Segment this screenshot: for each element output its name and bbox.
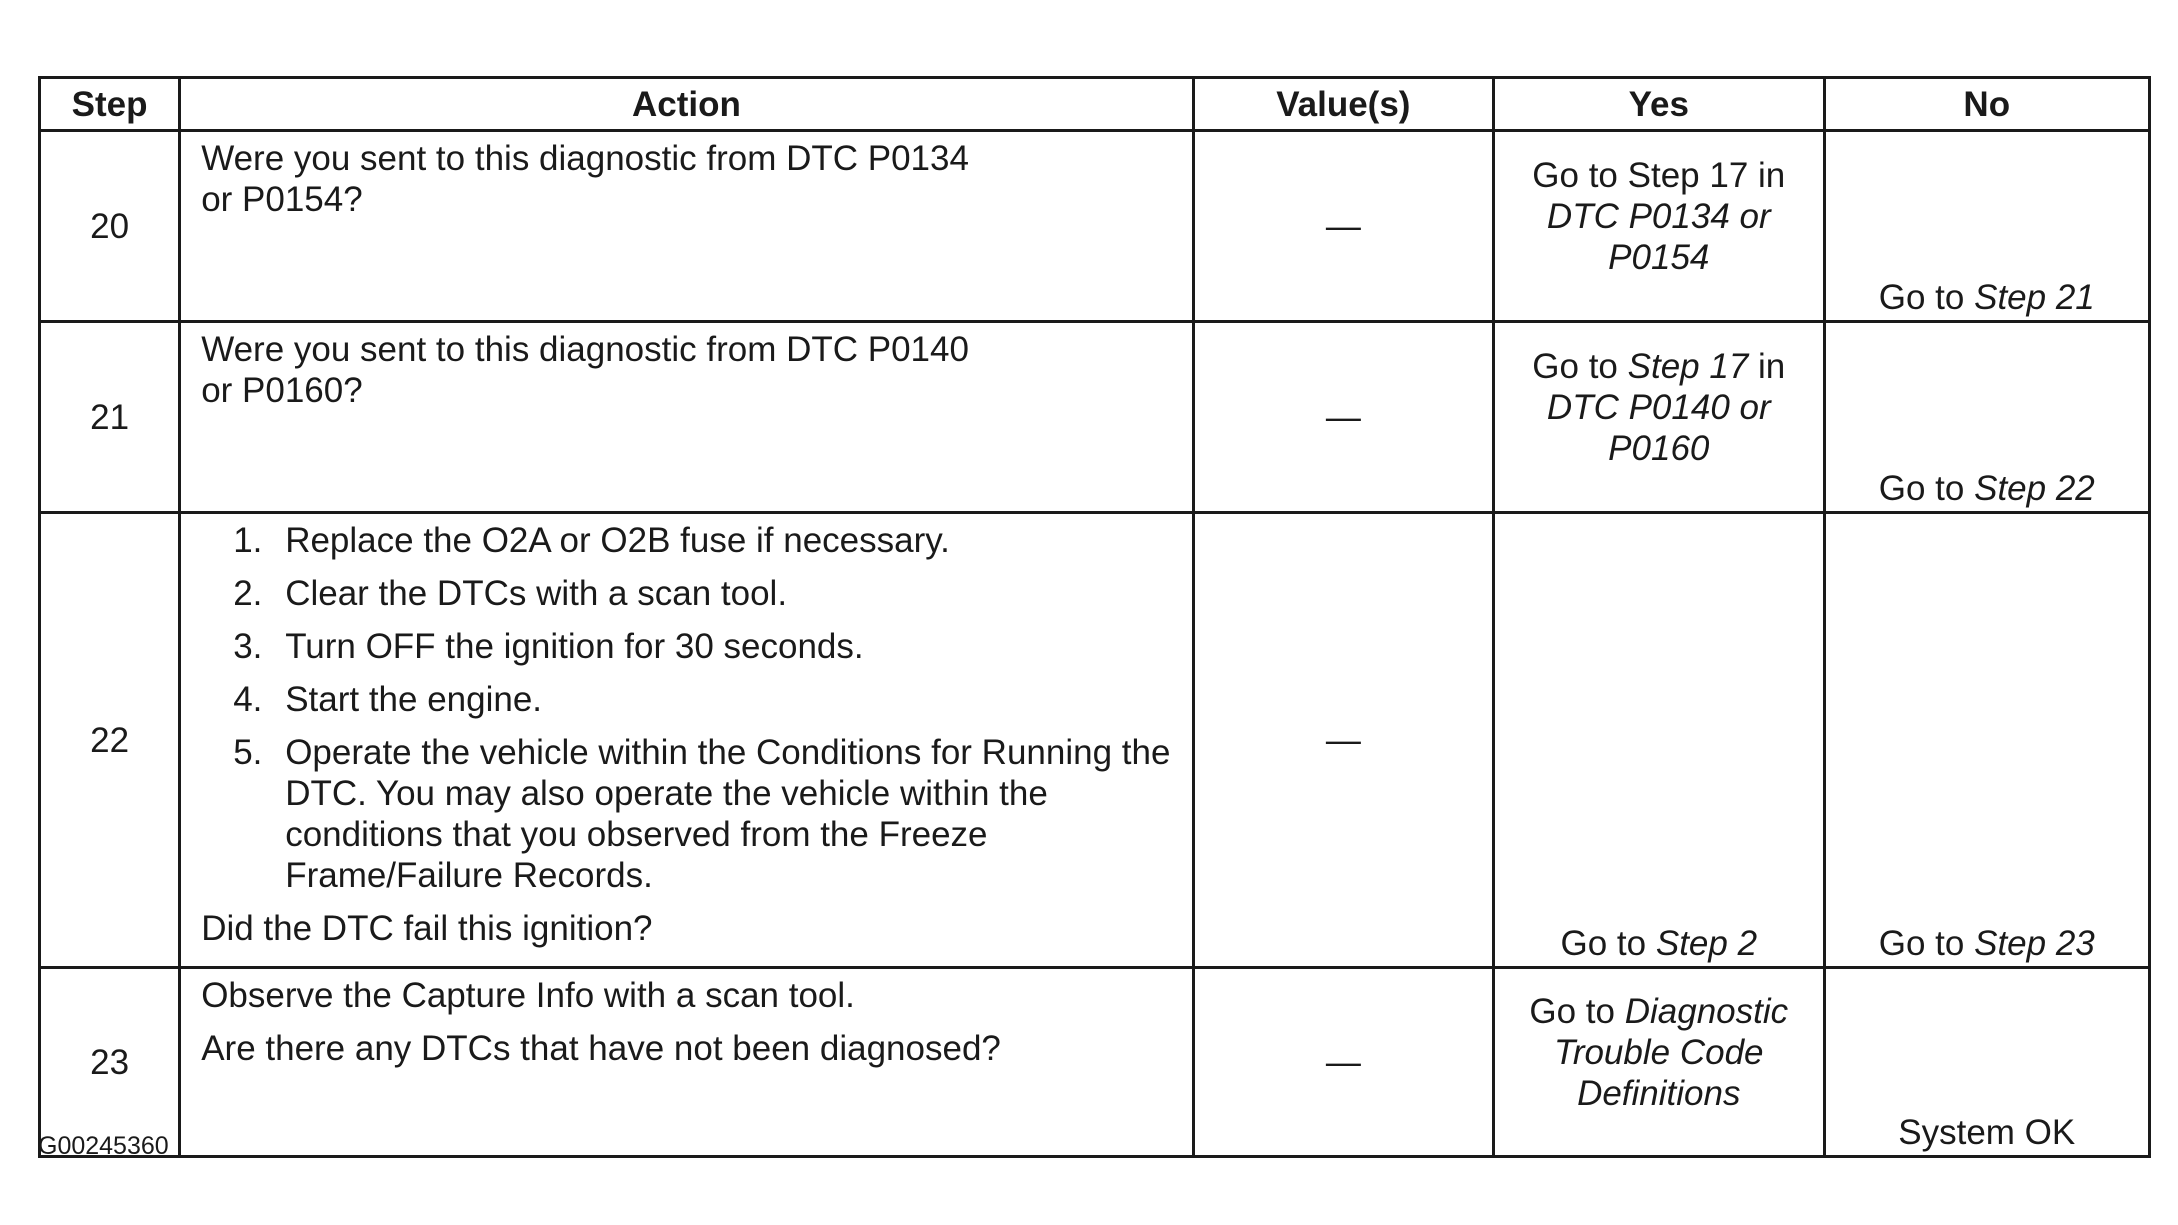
no-cell <box>1824 513 2149 968</box>
step-number: 23 <box>40 968 180 1157</box>
step-number: 20 <box>40 131 180 322</box>
no-target: Step 23 <box>1974 924 2095 963</box>
yes-target: DTC P0134 or P0154 <box>1546 196 1771 277</box>
item-text: Operate the vehicle within the Conditions for Running the DTC. You may also operate the vehicle within the conditions that you observed from the Freeze Frame/Failure Records. <box>285 733 1171 895</box>
action-text <box>201 138 1171 220</box>
yes-step: Step 17 <box>1627 346 1749 386</box>
table-row <box>40 131 2150 322</box>
action-cell <box>180 513 1193 968</box>
diagnostic-table <box>38 76 2151 1158</box>
procedure-item <box>201 626 1171 667</box>
no-target: Step 21 <box>1974 278 2095 317</box>
item-text: Clear the DTCs with a scan tool. <box>285 574 788 613</box>
step-number: 22 <box>40 513 180 968</box>
value-cell: — <box>1193 968 1493 1157</box>
procedure-item <box>201 732 1171 896</box>
procedure-item <box>201 520 1171 561</box>
yes-prefix: Go to <box>1532 346 1618 386</box>
header-values: Value(s) <box>1193 78 1493 131</box>
no-cell <box>1824 131 2149 322</box>
yes-prefix: Go to <box>1560 924 1647 963</box>
value-cell: — <box>1193 131 1493 322</box>
no-text: System OK <box>1898 1113 2076 1152</box>
action-line: Were you sent to this diagnostic from DTC P0140 <box>201 330 969 369</box>
no-prefix: Go to <box>1878 278 1965 317</box>
header-no: No <box>1824 78 2149 131</box>
item-number: 2. <box>233 574 263 613</box>
no-target: Step 22 <box>1974 469 2095 508</box>
item-number: 5. <box>233 733 263 772</box>
action-cell <box>180 131 1193 322</box>
yes-target: DTC P0140 or P0160 <box>1546 387 1771 468</box>
procedure-item <box>201 679 1171 720</box>
yes-cell <box>1494 131 1824 322</box>
action-question: Are there any DTCs that have not been diagnosed? <box>201 1029 1001 1068</box>
action-cell <box>180 322 1193 513</box>
action-line: Observe the Capture Info with a scan tool. <box>201 976 855 1015</box>
yes-prefix: Go to <box>1529 991 1615 1031</box>
step-number: 21 <box>40 322 180 513</box>
procedure-list <box>201 520 1171 896</box>
action-text <box>201 329 1171 411</box>
action-question: Did the DTC fail this ignition? <box>201 909 653 948</box>
no-prefix: Go to <box>1878 924 1965 963</box>
yes-target: Step 2 <box>1655 924 1758 963</box>
item-text: Replace the O2A or O2B fuse if necessary. <box>285 521 950 560</box>
no-cell <box>1824 968 2149 1157</box>
figure-id: G00245360 <box>38 1132 169 1160</box>
yes-target: Diagnostic Trouble Code Definitions <box>1554 991 1789 1113</box>
action-line: Were you sent to this diagnostic from DTC P0134 <box>201 139 969 178</box>
table-row <box>40 322 2150 513</box>
value-cell: — <box>1193 513 1493 968</box>
no-prefix: Go to <box>1878 469 1965 508</box>
item-number: 4. <box>233 680 263 719</box>
procedure-item <box>201 573 1171 614</box>
yes-prefix: Go to Step 17 in <box>1532 155 1786 195</box>
item-text: Turn OFF the ignition for 30 seconds. <box>285 627 864 666</box>
value-cell: — <box>1193 322 1493 513</box>
header-action: Action <box>180 78 1193 131</box>
header-row <box>40 78 2150 131</box>
item-number: 1. <box>233 521 263 560</box>
table-row <box>40 513 2150 968</box>
yes-cell <box>1494 968 1824 1157</box>
action-cell <box>180 968 1193 1157</box>
yes-mid: in <box>1758 346 1786 386</box>
yes-cell <box>1494 513 1824 968</box>
item-number: 3. <box>233 627 263 666</box>
yes-cell <box>1494 322 1824 513</box>
action-line: or P0160? <box>201 371 363 410</box>
no-cell <box>1824 322 2149 513</box>
item-text: Start the engine. <box>285 680 543 719</box>
header-yes: Yes <box>1494 78 1824 131</box>
table-row <box>40 968 2150 1157</box>
header-step: Step <box>40 78 180 131</box>
action-line: or P0154? <box>201 180 363 219</box>
